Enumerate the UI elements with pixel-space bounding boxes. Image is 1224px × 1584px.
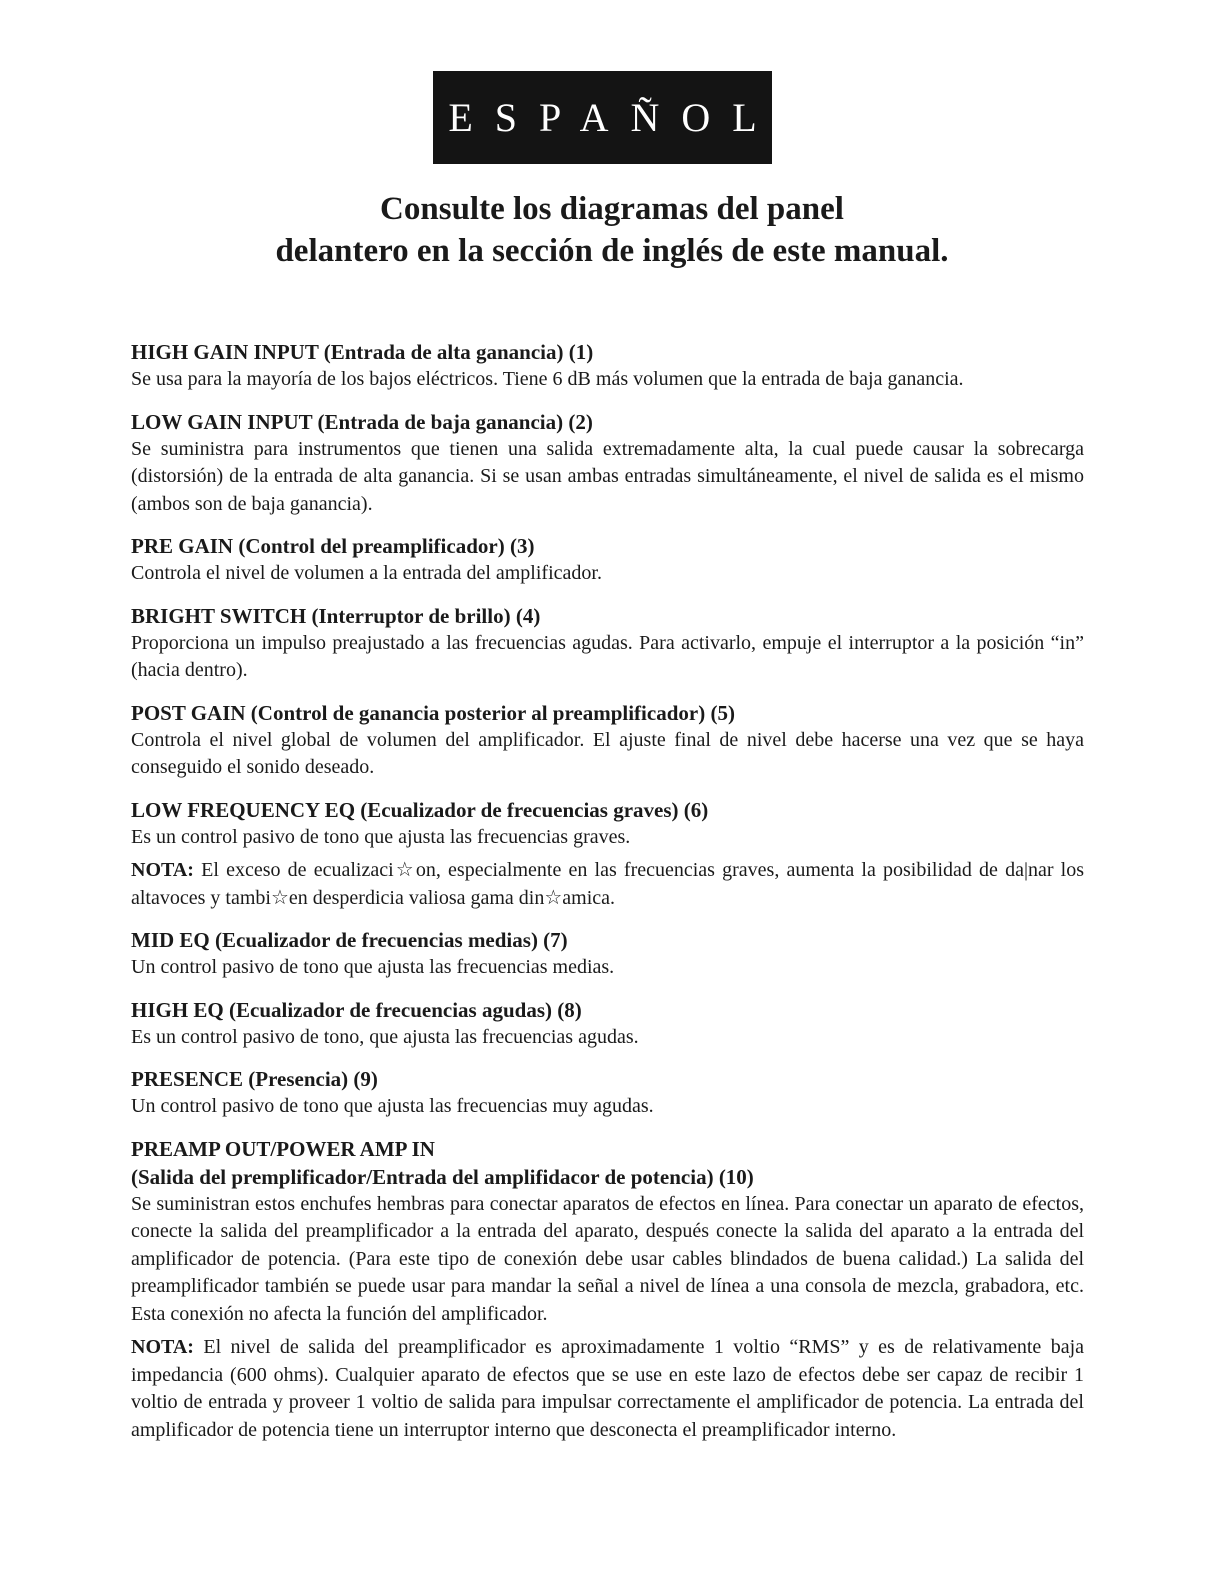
section-body: Se suministra para instrumentos que tienen una salida extremadamente alta, la cual puede causar la sobrecarga (distorsión) de la entrada de alta ganancia. Si se usan ambas entradas simultáneamente, el nivel de salida es el mismo (ambos son de baja ganancia). — [131, 437, 1084, 515]
section-body: Es un control pasivo de tono que ajusta las frecuencias graves. — [131, 825, 631, 848]
section-bright-switch — [131, 602, 1084, 685]
note-text: El nivel de salida del preamplificador es aproximadamente 1 voltio “RMS” y es de relativamente baja impedancia (600 ohms). Cualquier aparato de efectos que se use en este lazo de efectos debe ser capaz de recibir 1 voltio de entrada y proveer 1 voltio de salida para impulsar correctamente el amplificador de potencia. La entrada del amplificador de potencia tiene un interruptor interno que desconecta el preamplificador interno. — [131, 1336, 1085, 1441]
note-label: NOTA: — [131, 1336, 194, 1358]
note-text: El exceso de ecualizaci☆on, especialmente en las frecuencias graves, aumenta la posibilidad de da|nar los altavoces y tambi☆en desperdicia valiosa gama din☆amica. — [131, 859, 1085, 909]
section-low-gain-input — [131, 408, 1084, 519]
headline-line-2: delantero en la sección de inglés de este manual. — [275, 233, 949, 269]
section-heading: HIGH EQ (Ecualizador de frecuencias agudas) (8) — [131, 997, 582, 1022]
section-subheading: (Salida del premplificador/Entrada del amplifidacor de potencia) (10) — [131, 1164, 754, 1189]
section-pre-gain — [131, 532, 1084, 588]
section-heading: HIGH GAIN INPUT (Entrada de alta ganancia) (1) — [131, 340, 594, 364]
section-heading: PRE GAIN (Control del preamplificador) (3) — [131, 534, 535, 558]
section-body: Proporciona un impulso preajustado a las frecuencias agudas. Para activarlo, empuje el interruptor a la posición “in” (hacia dentro). — [131, 631, 1084, 681]
section-body: Es un control pasivo de tono, que ajusta las frecuencias agudas. — [131, 1025, 639, 1048]
section-body: Un control pasivo de tono que ajusta las frecuencias medias. — [131, 956, 615, 978]
section-high-eq — [131, 996, 1084, 1052]
language-banner-text: ESPAÑOL — [448, 95, 779, 140]
section-heading: LOW FREQUENCY EQ (Ecualizador de frecuencias graves) (6) — [131, 797, 709, 822]
section-low-frequency-eq — [131, 796, 1084, 913]
section-heading: PREAMP OUT/POWER AMP IN — [131, 1136, 435, 1161]
section-post-gain — [131, 699, 1084, 782]
headline-line-1: Consulte los diagramas del panel — [380, 191, 844, 227]
section-mid-eq — [131, 926, 1084, 982]
section-note — [131, 1334, 1084, 1444]
section-heading: LOW GAIN INPUT (Entrada de baja ganancia) (2) — [131, 409, 593, 434]
section-heading: MID EQ (Ecualizador de frecuencias medias) (7) — [131, 928, 568, 952]
section-body: Controla el nivel de volumen a la entrada del amplificador. — [131, 562, 602, 584]
note-label: NOTA: — [131, 859, 194, 881]
section-body: Un control pasivo de tono que ajusta las frecuencias muy agudas. — [131, 1095, 654, 1117]
section-heading: BRIGHT SWITCH (Interruptor de brillo) (4) — [131, 603, 541, 628]
page-headline — [0, 188, 1224, 272]
section-high-gain-input — [131, 338, 1084, 394]
section-heading: POST GAIN (Control de ganancia posterior al preamplificador) (5) — [131, 700, 735, 725]
section-presence — [131, 1065, 1084, 1121]
section-preamp-out-power-amp-in — [131, 1135, 1084, 1445]
content-area — [131, 338, 1084, 1458]
language-banner — [433, 71, 779, 164]
section-heading: PRESENCE (Presencia) (9) — [131, 1067, 378, 1091]
section-body: Controla el nivel global de volumen del amplificador. El ajuste final de nivel debe hacerse una vez que se haya conseguido el sonido deseado. — [131, 728, 1084, 778]
section-note — [131, 857, 1084, 912]
section-body: Se usa para la mayoría de los bajos eléctricos. Tiene 6 dB más volumen que la entrada de baja ganancia. — [131, 368, 964, 390]
section-body: Se suministran estos enchufes hembras para conectar aparatos de efectos en línea. Para conectar un aparato de efectos, conecte la salida del preamplificador a la entrada del aparato, después conecte la salida del aparato a la entrada del amplificador de potencia. (Para este tipo de conexión debe usar cables blindados de buena calidad.) La salida del preamplificador también se puede usar para mandar la señal a nivel de línea a una consola de mezcla, grabadora, etc. Esta conexión no afecta la función del amplificador. — [131, 1192, 1084, 1325]
